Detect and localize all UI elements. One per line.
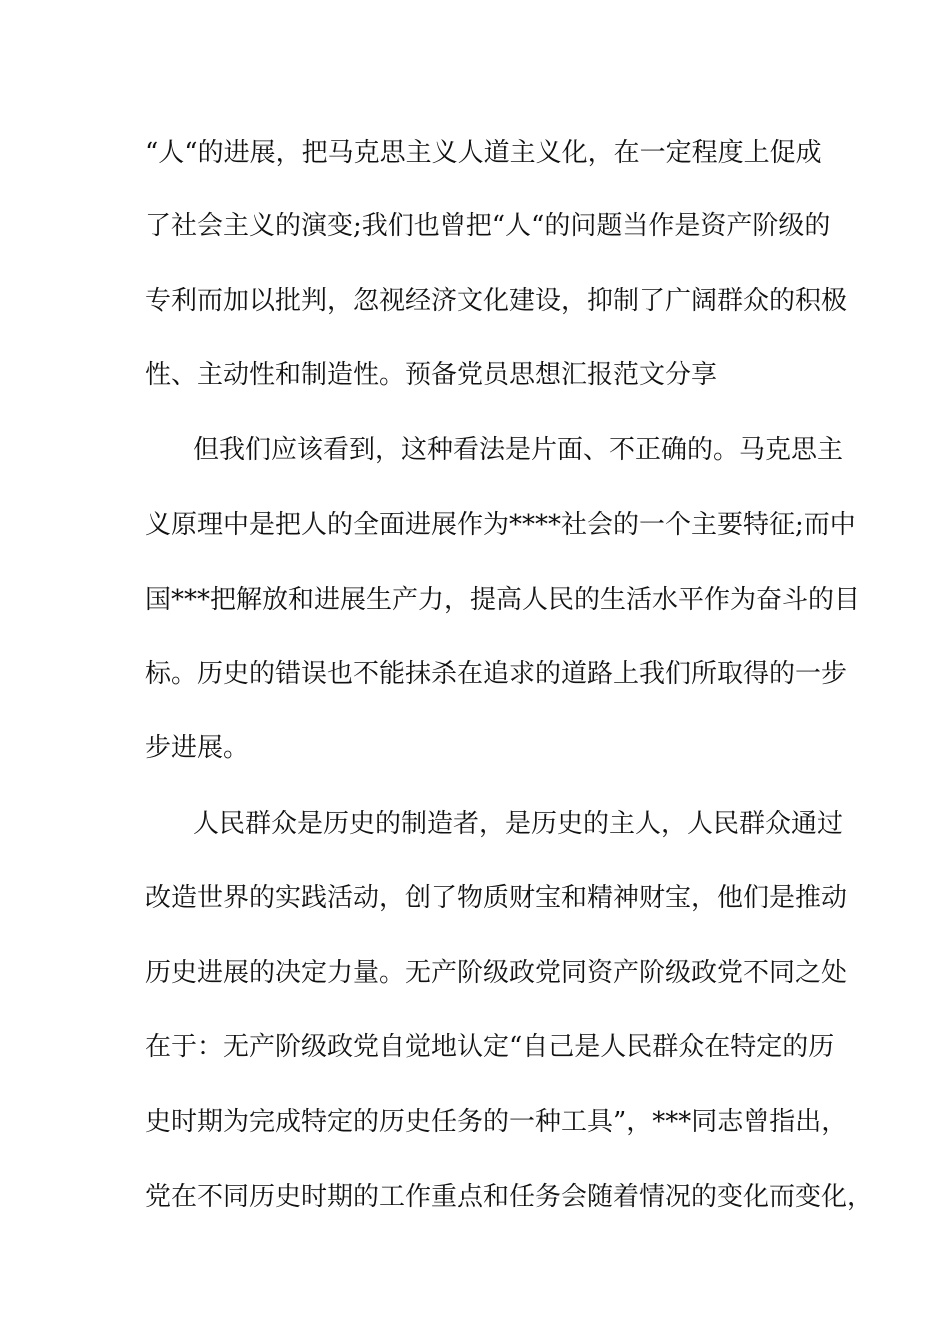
text-line: 了社会主义的演变;我们也曾把“人“的问题当作是资产阶级的 (145, 211, 831, 241)
text-line: 党在不同历史时期的工作重点和任务会随着情况的变化而变化， (145, 1182, 874, 1212)
text-line: 义原理中是把人的全面进展作为****社会的一个主要特征;而中 (145, 510, 856, 540)
text-line: “人“的进展，把马克思主义人道主义化，在一定程度上促成 (145, 138, 822, 168)
text-line: 步进展。 (145, 733, 250, 763)
text-line: 专利而加以批判，忽视经济文化建设，抑制了广阔群众的积极 (145, 286, 848, 316)
text-line: 历史进展的决定力量。无产阶级政党同资产阶级政党不同之处 (145, 958, 848, 988)
text-line: 改造世界的实践活动，创了物质财宝和精神财宝，他们是推动 (145, 883, 848, 913)
text-line: 标。历史的错误也不能抹杀在追求的道路上我们所取得的一步 (145, 659, 848, 689)
paragraph-first-line: 但我们应该看到，这种看法是片面、不正确的。马克思主 (193, 435, 844, 465)
text-line: 性、主动性和制造性。预备党员思想汇报范文分享 (145, 360, 718, 390)
text-line: 在于：无产阶级政党自觉地认定“自己是人民群众在特定的历 (145, 1032, 835, 1062)
paragraph-first-line: 人民群众是历史的制造者，是历史的主人，人民群众通过 (193, 809, 844, 839)
text-line: 国***把解放和进展生产力，提高人民的生活水平作为奋斗的目 (145, 585, 861, 615)
text-line: 史时期为完成特定的历史任务的一种工具”，***同志曾指出， (145, 1107, 848, 1137)
